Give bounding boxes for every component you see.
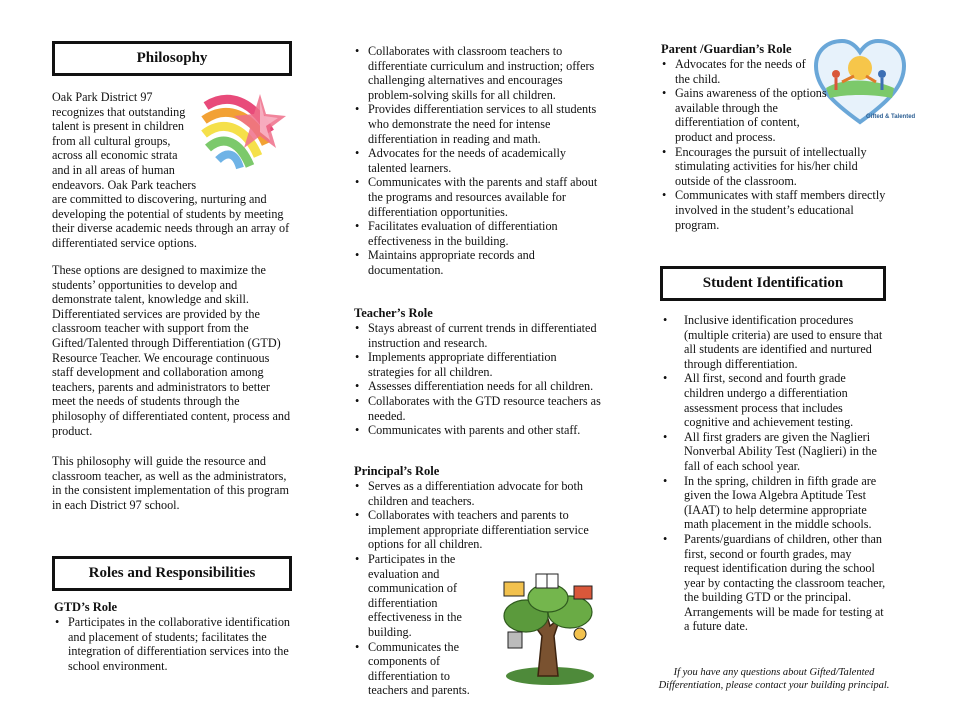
list-item: • Facilitates evaluation of differentiation effectiveness in the building. [354,219,604,248]
list-item: • Stays abreast of current trends in differentiated instruction and research. [354,321,604,350]
list-item: • All first graders are given the Naglieri Nonverbal Ability Test (Naglieri) in the fall of each school year. [662,430,888,474]
teacher-role-title: Teacher’s Role [354,306,433,320]
list-item: • Participates in the collaborative identification and placement of students; facilitates the integration of differentiation services into the school environment. [54,615,294,673]
gtd-role-list [54,615,294,673]
list-item: • Gains awareness of the options available through the differentiation of content, product and process. [661,86,831,144]
philosophy-paragraph-2: These options are designed to maximize the students’ opportunities to develop and demonstrate talent, knowledge and skill. Differentiated services are provided by the classroom teacher with support from the Gifted/Talented through Differentiation (GTD) Resource Teacher. We encourage continuous staff development and collaboration among teachers, parents and administrators to better meet the needs of students through the philosophy of differentiated content, process and product. [52,263,291,438]
list-item: • Collaborates with the GTD resource teachers as needed. [354,394,604,423]
list-item: • In the spring, children in fifth grade are given the Iowa Algebra Aptitude Test (IAAT) to help determine appropriate math placement in the middle schools. [662,474,888,532]
list-item: • Inclusive identification procedures (multiple criteria) are used to ensure that all students are identified and nurtured through differentiation. [662,313,888,371]
philosophy-paragraph-1 [52,90,292,251]
teacher-role-list [354,321,604,438]
list-item: • All first, second and fourth grade children undergo a differentiation assessment process that includes cognitive and achievement testing. [662,371,888,429]
list-item: • Encourages the pursuit of intellectually stimulating activities for his/her child outside of the classroom. [661,145,891,189]
list-item: • Provides differentiation services to all students who demonstrate the need for intense differentiation in reading and math. [354,102,604,146]
list-item: • Assesses differentiation needs for all children. [354,379,604,394]
list-item: • Advocates for the needs of the child. [661,57,811,86]
student-identification-list [662,313,888,634]
list-item: • Collaborates with teachers and parents to implement appropriate differentiation service options for all children. [354,508,604,552]
list-item: • Communicates the components of differentiation to teachers and parents. [354,640,480,698]
philosophy-paragraph-1-text: Oak Park District 97 recognizes that outstanding talent is present in children from all cultural groups, across all economic strata and in all areas of human endeavors. Oak Park teachers are committed to discovering, nurturing and developing the potential of students by meeting their diverse academic needs through an array of differentiated service options. [52,90,290,250]
list-item: • Communicates with parents and other staff. [354,423,604,438]
list-item: • Maintains appropriate records and documentation. [354,248,604,277]
philosophy-paragraph-3: This philosophy will guide the resource and classroom teacher, as well as the administrators, in the consistent implementation of this program in each District 97 school. [52,454,289,512]
principal-role-title: Principal’s Role [354,464,440,478]
philosophy-heading: Philosophy [52,41,292,76]
list-item: • Advocates for the needs of academically talented learners. [354,146,604,175]
student-identification-heading: Student Identification [660,266,886,301]
list-item: • Serves as a differentiation advocate for both children and teachers. [354,479,604,508]
list-item: • Parents/guardians of children, other than first, second or fourth grades, may request identification during the school year by contacting the classroom teacher, the building GTD or the principal. Arrangements will be made for testing at a future date. [662,532,888,634]
gtd-role-title: GTD’s Role [54,600,118,614]
gtd-role-list-continued [354,44,604,278]
list-item: • Participates in the evaluation and communication of differentiation effectiveness in the building. [354,552,480,640]
parent-guardian-role-list [661,57,891,232]
tree-books-clipart [496,572,598,686]
list-item: • Communicates with staff members directly involved in the student’s educational program. [661,188,891,232]
list-item: • Communicates with the parents and staff about the programs and resources available for differentiation opportunities. [354,175,604,219]
logo-caption: Gifted & Talented [866,114,916,120]
list-item: • Implements appropriate differentiation strategies for all children. [354,350,604,379]
parent-guardian-role-title: Parent /Guardian’s Role [661,42,792,56]
closing-note: If you have any questions about Gifted/Talented Differentiation, please contact your building principal. [658,667,890,691]
list-item: • Collaborates with classroom teachers to differentiate curriculum and instruction; offers challenging alternatives and encourages problem-solving skills for all children. [354,44,604,102]
roles-responsibilities-heading: Roles and Responsibilities [52,556,292,591]
